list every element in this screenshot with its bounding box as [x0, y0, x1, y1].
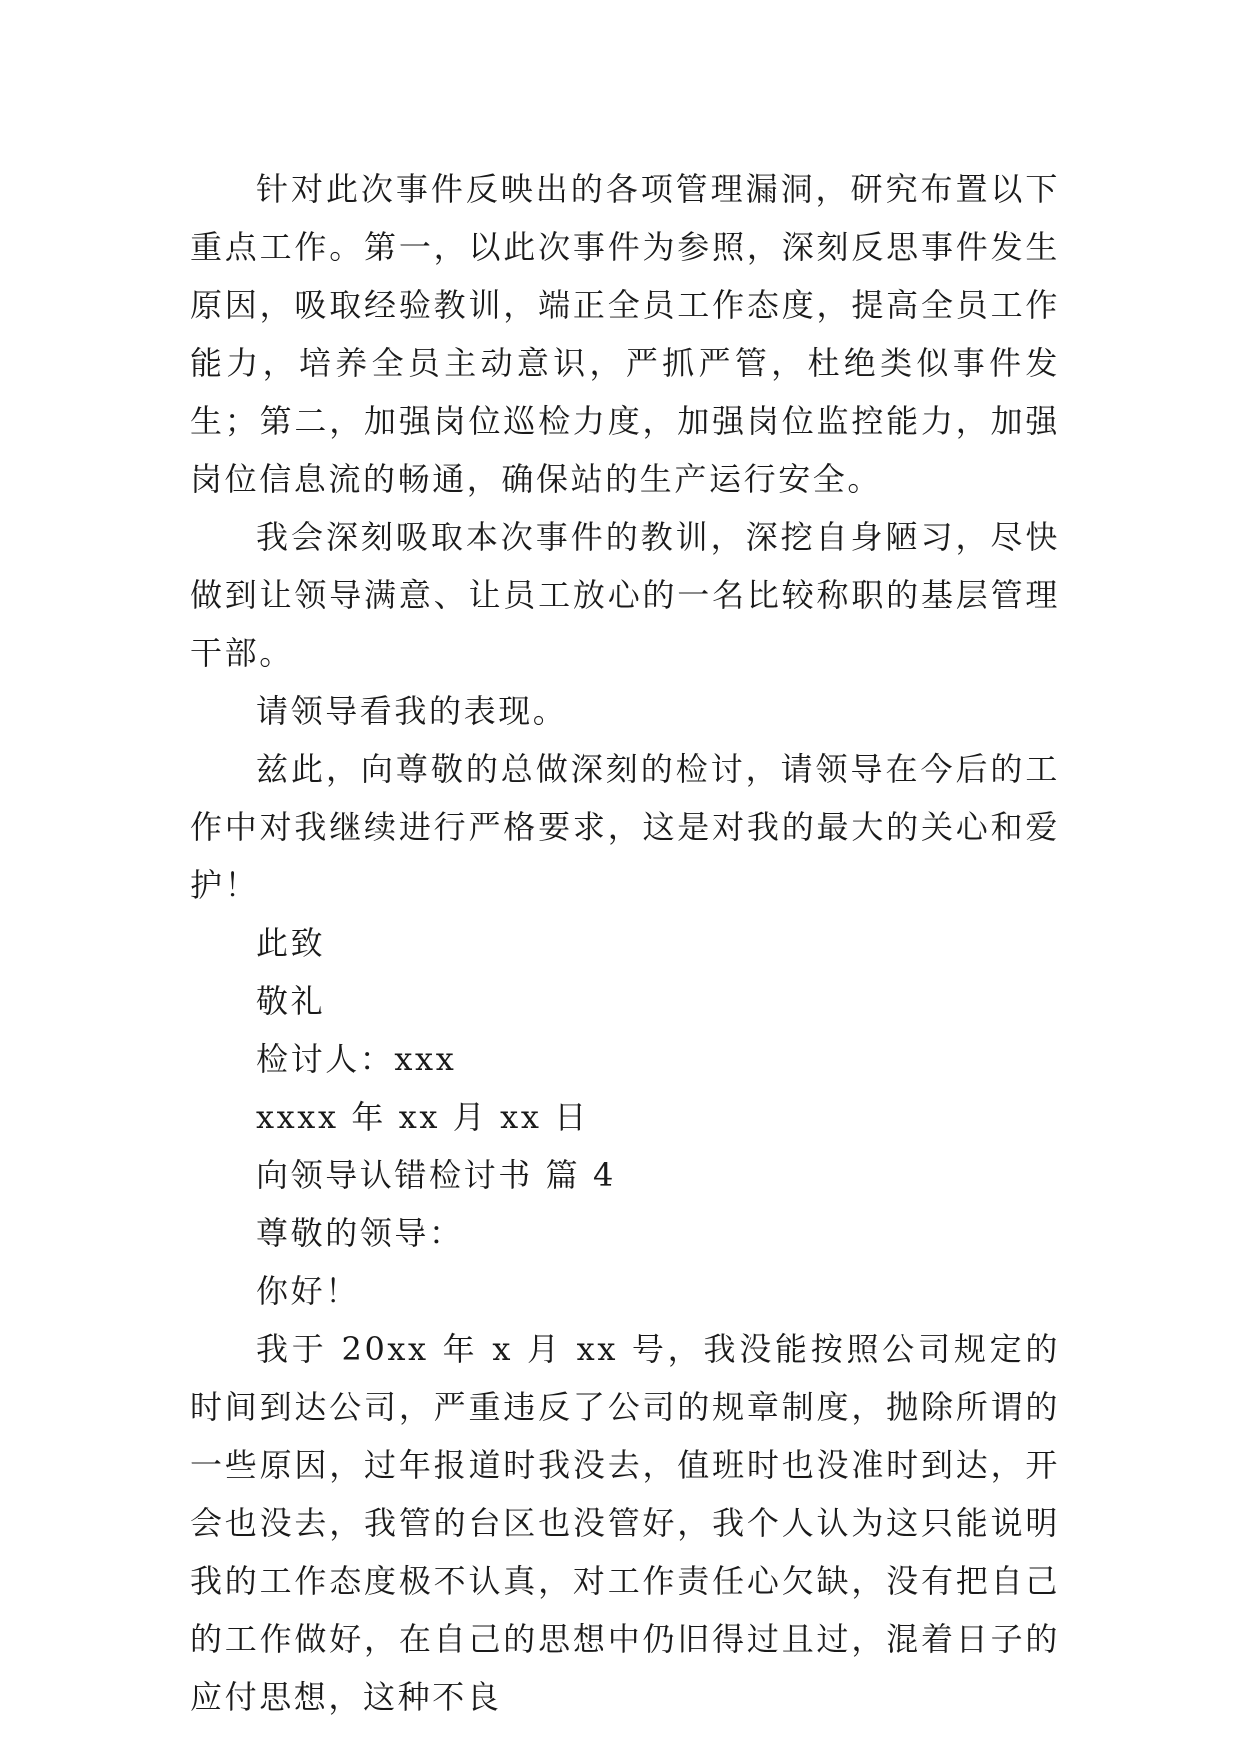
greeting: 你好！	[256, 1272, 360, 1310]
salutation: 尊敬的领导：	[256, 1214, 464, 1252]
paragraph-body: 我于 20xx 年 x 月 xx 号，我没能按照公司规定的时间到达公司，严重违反了公司的规章制度，抛除所谓的一些原因，过年报道时我没去，值班时也没准时到达，开会也没去，我管的台区也没管好，我个人认为这只能说明我的工作态度极不认真，对工作责任心欠缺，没有把自己的工作做好，在自己的思想中仍旧得过且过，混着日子的应付思想，这种不良	[190, 1330, 1060, 1716]
closing-line-1: 此致	[256, 924, 326, 962]
document-page	[190, 160, 1060, 1726]
paragraph-conclusion: 兹此，向尊敬的总做深刻的检讨，请领导在今后的工作中对我继续进行严格要求，这是对我的最大的关心和爱护！	[190, 750, 1060, 904]
paragraph-request-review: 请领导看我的表现。	[256, 692, 568, 730]
section-title: 向领导认错检讨书 篇 4	[256, 1156, 616, 1194]
date-line: xxxx 年 xx 月 xx 日	[256, 1098, 589, 1136]
signer-line: 检讨人：xxx	[256, 1040, 457, 1078]
paragraph-lessons-learned: 我会深刻吸取本次事件的教训，深挖自身陋习，尽快做到让领导满意、让员工放心的一名比较称职的基层管理干部。	[190, 518, 1060, 672]
paragraph-management-loopholes: 针对此次事件反映出的各项管理漏洞，研究布置以下重点工作。第一，以此次事件为参照，深刻反思事件发生原因，吸取经验教训，端正全员工作态度，提高全员工作能力，培养全员主动意识，严抓严管，杜绝类似事件发生；第二，加强岗位巡检力度，加强岗位监控能力，加强岗位信息流的畅通，确保站的生产运行安全。	[190, 170, 1060, 498]
closing-line-2: 敬礼	[256, 982, 326, 1020]
